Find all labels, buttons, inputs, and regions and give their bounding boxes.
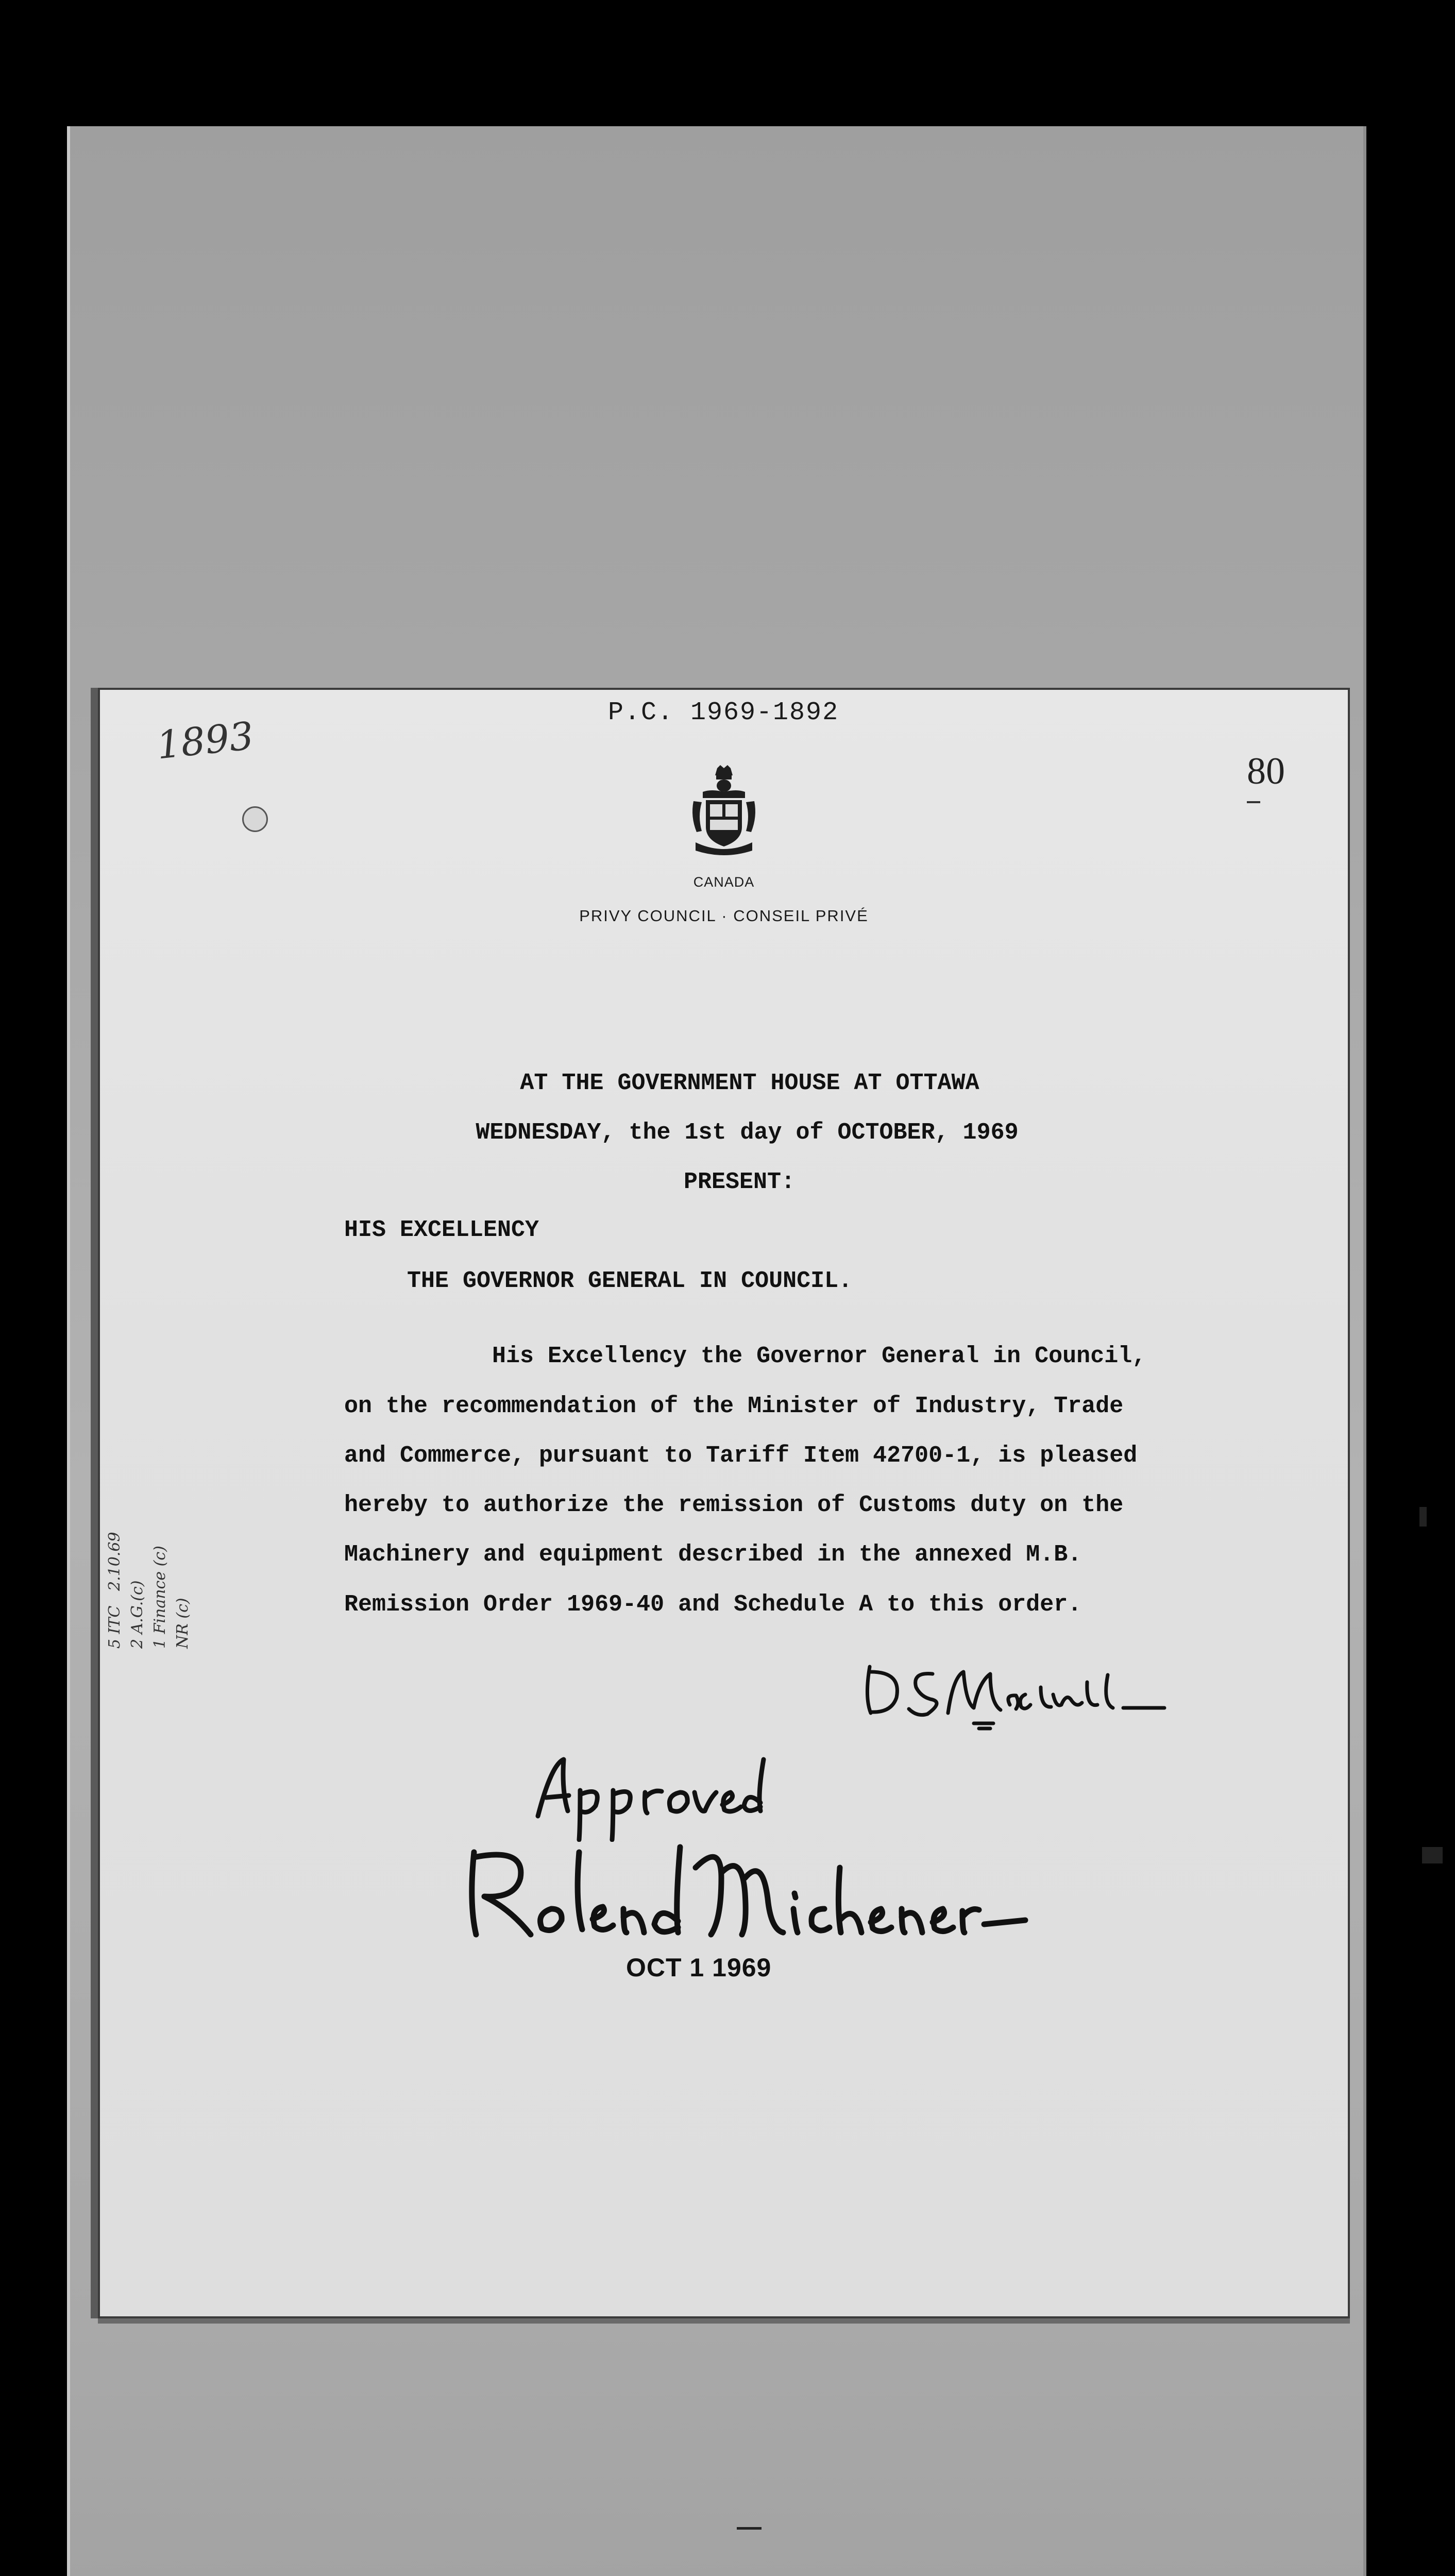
scan-mark xyxy=(1419,1507,1427,1527)
paragraph-line: and Commerce, pursuant to Tariff Item 42700-1, is pleased xyxy=(344,1443,1138,1469)
signature-michener xyxy=(453,1832,1030,1955)
paragraph-line: hereby to authorize the remission of Customs duty on the xyxy=(344,1492,1124,1518)
scan-mark xyxy=(1422,1847,1443,1863)
margin-note: 2 A.G.(c) xyxy=(128,1580,146,1649)
date-stamp: OCT 1 1969 xyxy=(626,1953,772,1982)
margin-note: NR (c) xyxy=(174,1598,192,1649)
date-line: WEDNESDAY, the 1st day of OCTOBER, 1969 xyxy=(476,1120,1019,1146)
paragraph-line: His Excellency the Governor General in Council, xyxy=(492,1343,1146,1369)
margin-notes xyxy=(106,1412,260,1649)
coat-of-arms-icon xyxy=(690,765,757,855)
handwritten-number: 1893 xyxy=(155,714,256,768)
page-number: 80 xyxy=(1247,750,1285,792)
scan-mark xyxy=(737,2527,762,2530)
pc-number: P.C. 1969-1892 xyxy=(608,698,839,727)
paragraph-line: Remission Order 1969-40 and Schedule A to this order. xyxy=(344,1591,1082,1618)
governor-line: THE GOVERNOR GENERAL IN COUNCIL. xyxy=(407,1268,853,1294)
margin-note: 5 ITC 2.10.69 xyxy=(106,1532,124,1649)
excellency-line: HIS EXCELLENCY xyxy=(344,1217,539,1243)
approved-handwriting xyxy=(531,1749,773,1842)
signature-macdonald xyxy=(855,1651,1221,1744)
present-label: PRESENT: xyxy=(683,1169,796,1195)
canada-heading: CANADA xyxy=(693,874,755,890)
punch-hole xyxy=(242,806,268,832)
margin-note: 1 Finance (c) xyxy=(151,1546,169,1649)
page-number-mark xyxy=(1247,801,1260,803)
approved-text xyxy=(0,0,1,1)
paragraph-line: on the recommendation of the Minister of Industry, Trade xyxy=(344,1393,1124,1419)
location-line: AT THE GOVERNMENT HOUSE AT OTTAWA xyxy=(520,1070,979,1096)
privy-council-heading: PRIVY COUNCIL · CONSEIL PRIVÉ xyxy=(579,907,869,925)
paragraph-line: Machinery and equipment described in the annexed M.B. xyxy=(344,1541,1082,1568)
